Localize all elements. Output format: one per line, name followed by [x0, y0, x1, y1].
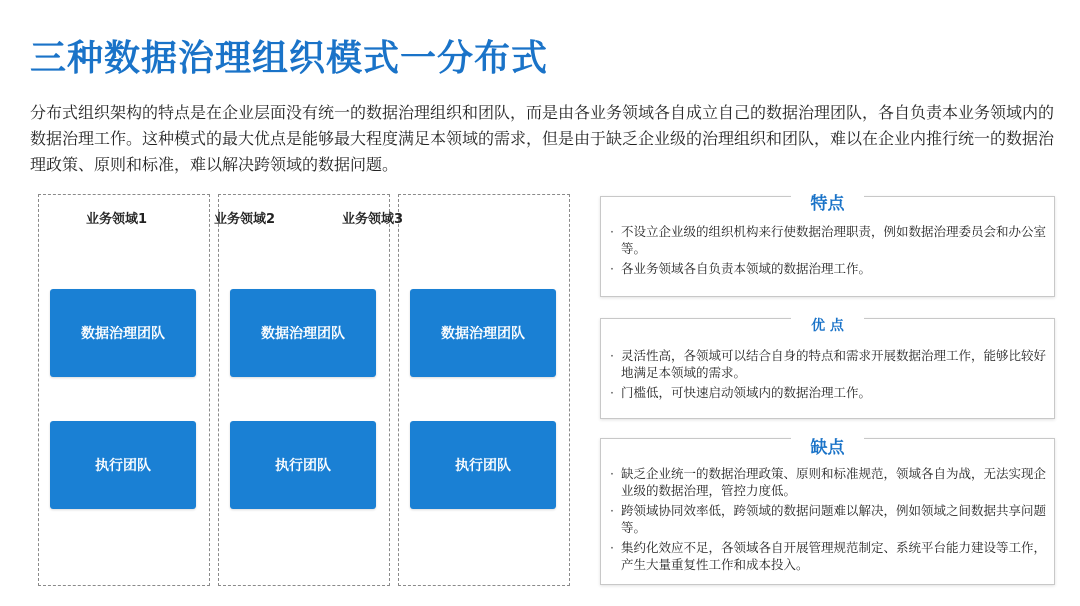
domain-label-1: 业务领域1 [86, 212, 148, 227]
features-heading: 特点 [791, 189, 864, 214]
disadvantages-panel [600, 438, 1055, 585]
domain-column-3 [398, 194, 570, 586]
execution-team-3: 执行团队 [410, 421, 556, 509]
list-item: · 缺乏企业统一的数据治理政策、原则和标准规范，领域各自为战，无法实现企业级的数据治理，管控力度低。 [609, 465, 1046, 499]
features-list [609, 223, 1046, 280]
list-item: · 集约化效应不足，各领域各自开展管理规范制定、系统平台能力建设等工作，产生大量重复性工作和成本投入。 [609, 539, 1046, 573]
domain-column-2 [218, 194, 390, 586]
advantages-list [609, 347, 1046, 404]
disadvantages-list [609, 465, 1046, 576]
execution-team-2: 执行团队 [230, 421, 376, 509]
page-title: 三种数据治理组织模式一分布式 [30, 38, 549, 79]
governance-team-2: 数据治理团队 [230, 289, 376, 377]
domain-label-2: 业务领域2 [214, 212, 276, 227]
governance-team-1: 数据治理团队 [50, 289, 196, 377]
advantages-panel [600, 318, 1055, 419]
list-item: · 各业务领域各自负责本领域的数据治理工作。 [609, 260, 1046, 277]
list-item: · 跨领域协同效率低，跨领域的数据问题难以解决，例如领域之间数据共享问题等。 [609, 502, 1046, 536]
intro-paragraph: 分布式组织架构的特点是在企业层面没有统一的数据治理组织和团队，而是由各业务领域各自成立自己的数据治理团队，各自负责本业务领域内的数据治理工作。这种模式的最大优点是能够最大程度满足本领域的需求，但是由于缺乏企业级的治理组织和团队，难以在企业内推行统一的数据治理政策、原则和标准，难以解决跨领域的数据问题。 [30, 103, 1055, 174]
governance-team-3: 数据治理团队 [410, 289, 556, 377]
domain-label-3: 业务领域3 [342, 212, 404, 227]
disadvantages-heading: 缺点 [791, 433, 864, 458]
list-item: · 门槛低，可快速启动领域内的数据治理工作。 [609, 384, 1046, 401]
list-item: · 不设立企业级的组织机构来行使数据治理职责，例如数据治理委员会和办公室等。 [609, 223, 1046, 257]
list-item: · 灵活性高，各领域可以结合自身的特点和需求开展数据治理工作，能够比较好地满足本领域的需求。 [609, 347, 1046, 381]
execution-team-1: 执行团队 [50, 421, 196, 509]
domain-column-1 [38, 194, 210, 586]
advantages-heading: 优 点 [791, 315, 864, 335]
features-panel [600, 196, 1055, 297]
